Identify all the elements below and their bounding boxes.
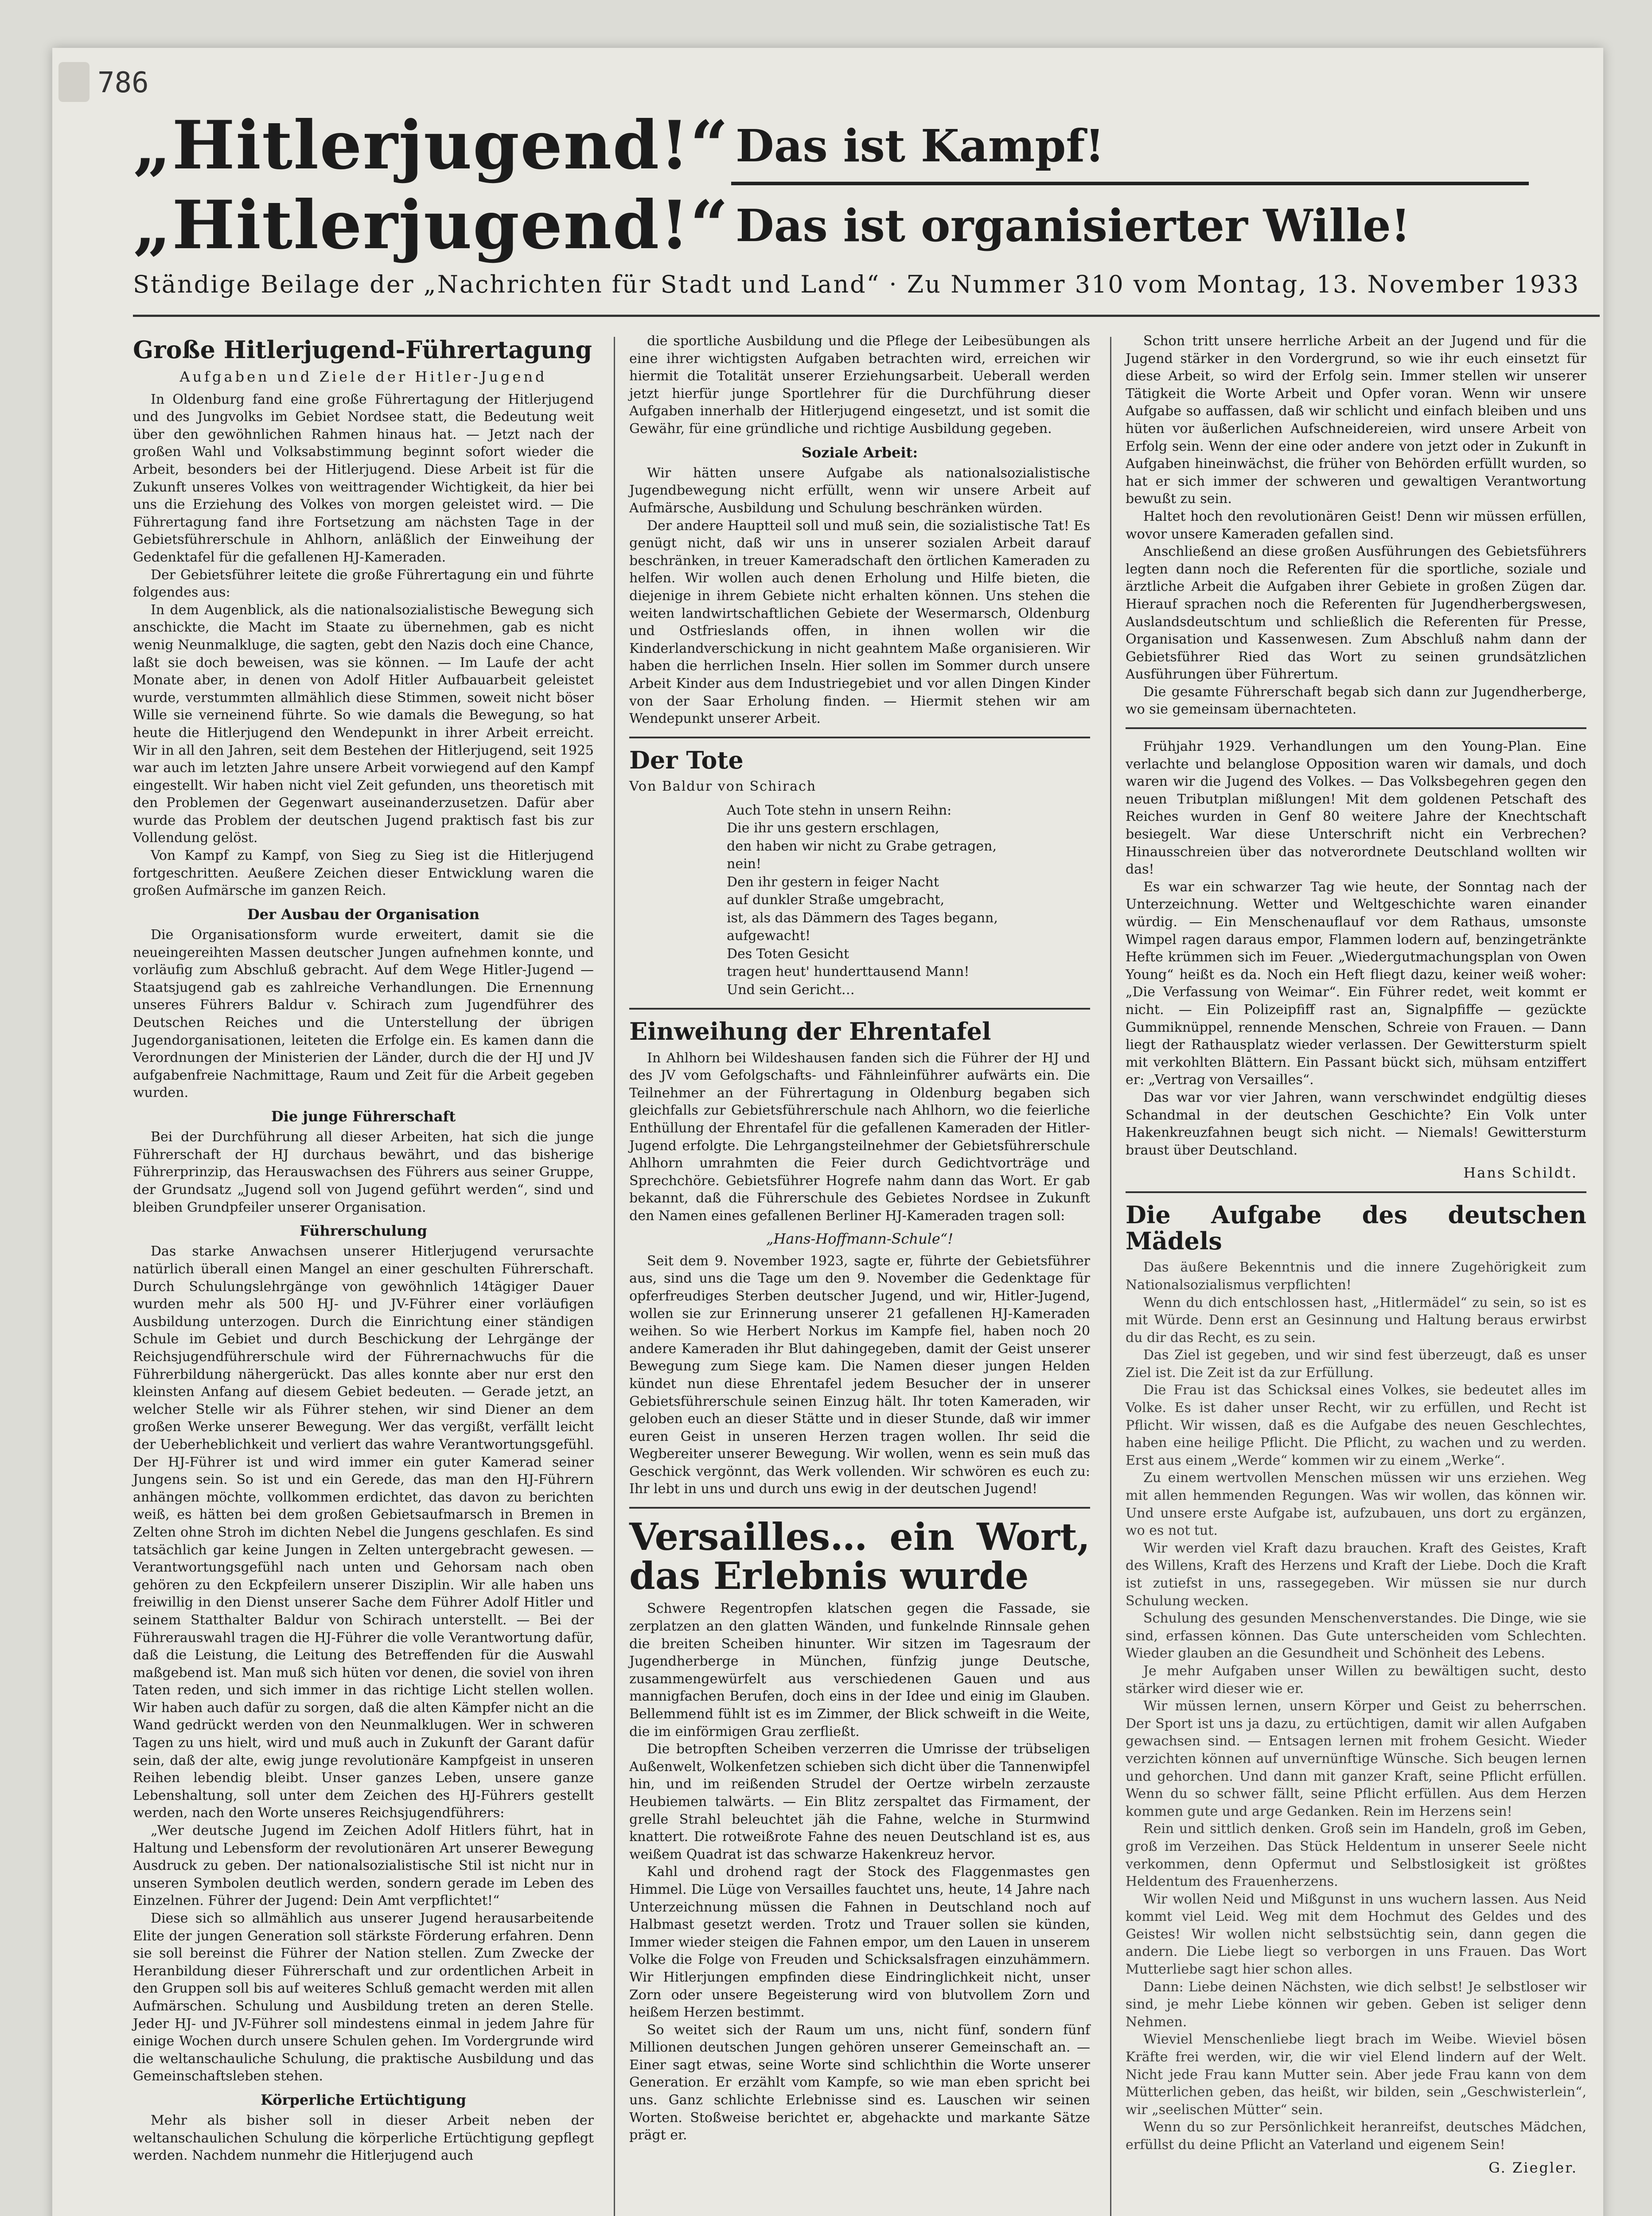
poem-line: den haben wir nicht zu Grabe getragen, — [727, 838, 997, 854]
signature: Hans Schildt. — [1463, 1164, 1578, 1182]
paragraph: Schon tritt unsere herrliche Arbeit an der Jugend und für die Jugend stärker in den Vordergrund, so wie ihr euch einsetzt für diese Arbeit, so wird der Erfolg sein. Immer stellen wir unserer Tätigkeit die Worte Arbeit und Opfer voran. Wenn wir unsere Aufgabe so auffassen, daß wir schlicht und einfach bleiben und uns hüten vor äußerlichen Aufschneidereien, wird unsere Arbeit von Erfolg sein. Wenn der eine oder andere von jetzt oder in Zukunft in Aufgaben hineinwächst, die früher von Behörden erfüllt wurden, so hat er sich immer der schweren und gewaltigen Verantwortung bewußt zu sein. — [1126, 333, 1586, 507]
column-3 — [1126, 332, 1586, 2216]
poem-line: Und sein Gericht… — [727, 982, 855, 998]
page-number: 786 — [97, 66, 149, 99]
paragraph: Haltet hoch den revolutionären Geist! Denn wir müssen erfüllen, wovor unsere Kameraden gefallen sind. — [1126, 508, 1586, 542]
masthead-slogan-2: Das ist organisierter Wille! — [736, 199, 1410, 252]
paragraph: Zu einem wertvollen Menschen müssen wir uns erziehen. Weg mit allen hemmenden Regungen. Was wir wollen, das können wir. Und unsere erste Aufgabe ist, aufzubauen, uns dort zu ergänzen, wo es not tut. — [1126, 1470, 1586, 1539]
paragraph: Von Kampf zu Kampf, von Sieg zu Sieg ist die Hitlerjugend fortgeschritten. Aeußere Zeichen dieser Entwicklung waren die großen Aufmärsche im ganzen Reich. — [133, 848, 594, 899]
paragraph: In Ahlhorn bei Wildeshausen fanden sich die Führer der HJ und des JV vom Gefolgschafts- und Fähnleinführer aufwärts ein. Die Teilnehmer an der Führertagung in Oldenburg begaben sich gleichfalls zur Gebietsführerschule nach Ahlhorn, wo die feierliche Enthüllung der Ehrentafel für die gefallenen Kameraden der Hitler-Jugend erfolgte. Die Lehrgangsteilnehmer der Gebietsführerschule Ahlhorn umrahmten die Feier durch Gedichtvorträge und Sprechchöre. Gebietsführer Hogrefe nahm dann das Wort. Er gab bekannt, daß die Führerschule des Gebietes Nordsee in Zukunft den Namen eines gefallenen Berliner HJ-Kameraden tragen soll: — [629, 1050, 1090, 1224]
column-rule — [614, 337, 615, 2216]
masthead-title-1: „Hitlerjugend!“ — [133, 106, 729, 184]
paragraph: Wieviel Menschenliebe liegt brach im Weibe. Wieviel bösen Kräfte frei werden, wir, die wir viel Elend lindern auf der Welt. Nicht jede Frau kann Mutter sein. Aber jede Frau kann von dem Mütterlichen geben, das heißt, wir bilden, sein „Geschwisterlein“, wir „seelischen Mütter“ sein. — [1126, 2032, 1586, 2118]
article-divider — [629, 1507, 1090, 1509]
column-1 — [133, 332, 594, 2216]
paragraph: Wir werden viel Kraft dazu brauchen. Kraft des Geistes, Kraft des Willens, Kraft des Herzens und Kraft der Liebe. Doch die Kraft ist zutiefst in uns, rassegegeben. Wir müssen sie nur durch Schulung wecken. — [1126, 1540, 1586, 1609]
article-divider — [629, 737, 1090, 738]
paragraph: Frühjahr 1929. Verhandlungen um den Young-Plan. Eine verlachte und belanglose Opposition waren wir damals, und doch waren wir die Jugend des Volkes. — Das Volksbegehren gegen den neuen Tributplan mißlungen! Mit dem goldenen Petschaft des Reiches wurden in Genf 80 weitere Jahre der Knechtschaft besiegelt. War diese Unterschrift nicht ein Verbrechen? Hinausschreien über das notverordnete Deutschland wollten wir das! — [1126, 739, 1586, 878]
article-title: Versailles… ein Wort, das Erlebnis wurde — [629, 1515, 1090, 1598]
paragraph: Wenn du dich entschlossen hast, „Hitlermädel“ zu sein, so ist es mit Würde. Denn erst an Gesinnung und Haltung beraus erwirbst du dir das Recht, es zu sein. — [1126, 1295, 1586, 1346]
paragraph: „Wer deutsche Jugend im Zeichen Adolf Hitlers führt, hat in Haltung und Lebensform der revolutionären Art unserer Bewegung Ausdruck zu geben. Der nationalsozialistische Stil ist nicht nur in unseren Symbolen deutlich werden, sondern gerade im Leben des Einzelnen. Führer der Jugend: Dein Amt verpflichtet!“ — [133, 1823, 594, 1909]
paragraph: So weitet sich der Raum um uns, nicht fünf, sondern fünf Millionen deutschen Jungen gehören unserer Gemeinschaft an. — Einer sagt etwas, seine Worte sind schlichthin die Worte unserer Generation. Er erzählt vom Kampfe, so wie man eben spricht bei uns. Ganz schlichte Erlebnisse sind es. Lauschen wir seinen Worten. Stoßweise berichtet er, abgehackte und markante Sätze prägt er. — [629, 2022, 1090, 2143]
paragraph: Mehr als bisher soll in dieser Arbeit neben der weltanschaulichen Schulung die körperliche Ertüchtigung gepflegt werden. Nachdem nunmehr die Hitlerjugend auch — [133, 2113, 594, 2164]
paragraph: Diese sich so allmählich aus unserer Jugend herausarbeitende Elite der jungen Generation soll stärkste Förderung erfahren. Denn sie soll bereinst die Führer der Nation stellen. Zum Zwecke der Heranbildung dieser Führerschaft und zur ordentlichen Arbeit in den Gruppen soll bis auf weiteres Schluß gemacht werden mit allen Aufmärschen. Schulung und Ausbildung treten an deren Stelle. Jeder HJ- und JV-Führer soll mindestens einmal in jedem Jahre für einige Wochen durch unsere Schulen gehen. Im Vordergrunde wird die weltanschauliche Schulung, die praktische Ausbildung und das Gemeinschaftsleben stehen. — [133, 1911, 594, 2084]
masthead-rule — [731, 182, 1529, 185]
paragraph: Seit dem 9. November 1923, sagte er, führte der Gebietsführer aus, sind uns die Tage um den 9. November die Gedenktage für opferfreudiges Sterben deutscher Jugend, und wir, Hitler-Jugend, wollen sie zur Erinnerung unserer 21 gefallenen HJ-Kameraden weihen. So wie Herbert Norkus im Kampfe fiel, haben noch 20 andere Kameraden ihr Blut dahingegeben, damit der Geist unserer Bewegung zum Siege kam. Die Namen dieser jungen Helden kündet nun diese Ehrentafel jedem Besucher der in unserer Gebietsführerschule seinen Einzug hält. Ihr toten Kameraden, wir geloben euch an dieser Stätte und in dieser Stunde, daß wir immer euren Geist in unseren Herzen tragen wollen. Ihr seid die Wegbereiter unserer Bewegung. Wir wollen, wenn es sein muß das Geschick vergönnt, das Werk vollenden. Wir schwören es euch zu: Ihr lebt in uns und durch uns ewig in der deutschen Jugend! — [629, 1253, 1090, 1497]
paragraph: Das äußere Bekenntnis und die innere Zugehörigkeit zum Nationalsozialismus verpflichten! — [1126, 1260, 1586, 1293]
paragraph: Wir hätten unsere Aufgabe als nationalsozialistische Jugendbewegung nicht erfüllt, wenn wir unsere Arbeit auf Aufmärsche, Ausbildung und Schulung beschränken würden. — [629, 465, 1090, 516]
poem-line: ist, als das Dämmern des Tages begann, — [727, 910, 998, 926]
paragraph: Der andere Hauptteil soll und muß sein, die sozialistische Tat! Es genügt nicht, daß wir uns in unserer sozialen Arbeit darauf beschränken, in treuer Kameradschaft den örtlichen Kameraden zu helfen. Wir wollen auch denen Erholung und Hilfe bieten, die diejenige in ihrem Gebiete nicht erhalten können. Uns stehen die weiten landwirtschaftlichen Gebiete der Wesermarsch, Oldenburg und Ostfrieslands offen, in ihnen wollen wir die Kinderlandverschickung in nicht geahntem Maße organisieren. Wir haben die herrlichen Inseln. Hier sollen im Sommer durch unsere Arbeit Kinder aus dem Industriegebiet und vor allen Dingen Kinder von der Saar Erholung finden. — Hiermit stehen wir am Wendepunkt unserer Arbeit. — [629, 518, 1090, 727]
paragraph: Rein und sittlich denken. Groß sein im Handeln, groß im Geben, groß im Verzeihen. Das Stück Heldentum in unserer Seele nicht verkommen, denn Opfermut und Selbstlosigkeit ist größtes Heldentum des Frauenherzens. — [1126, 1821, 1586, 1890]
poem-line: aufgewacht! — [727, 928, 811, 944]
poem-line: Auch Tote stehn in unsern Reihn: — [727, 802, 952, 818]
section-heading: Soziale Arbeit: — [801, 444, 918, 461]
column-rule — [1110, 337, 1111, 2216]
poem-line: Den ihr gestern in feiger Nacht — [727, 874, 939, 890]
poem-line: auf dunkler Straße umgebracht, — [727, 892, 945, 908]
article-author: Von Baldur von Schirach — [629, 779, 817, 795]
paragraph: Das starke Anwachsen unserer Hitlerjugend verursachte natürlich überall einen Mangel an einer geschulten Führerschaft. Durch Schulungslehrgänge von gewöhnlich 14tägiger Dauer wurden mehr als 500 HJ- und JV-Führer einer vorläufigen Ausbildung unterzogen. Durch die Einrichtung einer ständigen Schule im Gebiet und durch Beschickung der Lehrgänge der Reichsjugendführerschule wird der Führernachwuchs für die Führerbildung nähergerückt. Das alles konnte aber nur erst den kleinsten Anfang auf diesem Gebiet bedeuten. — Gerade jetzt, an welcher Stelle wir als Führer stehen, wir sind Diener an dem großen Werke unserer Bewegung. Wer das vergißt, verfällt leicht der Ueberheblichkeit und verliert das wahre Verantwortungsgefühl. Der HJ-Führer ist und wird immer ein guter Kamerad seiner Jungens sein. So ist und ein Gerede, das man den HJ-Führern anhängen möchte, vollkommen erdichtet, das davon zu berichten weiß, es hätten bei dem großen Gebietsaufmarsch in Bremen in Zelten ohne Stroh im dichten Nebel die Jungens geschlafen. Es sind tatsächlich gar keine Jungen in Zelten untergebracht gewesen. — Verantwortungsgefühl nach unten und Gehorsam nach oben gehören zu den Eckpfeilern unserer Disziplin. Wir alle haben uns freiwillig in den Dienst unserer Sache dem Führer Adolf Hitler und seinem Statthalter Baldur von Schirach unterstellt. — Bei der Führerauswahl tragen die HJ-Führer die volle Verantwortung dafür, daß die Leistung, die Leitung des Betreffenden für die Auswahl maßgebend ist. Man muß sich hüten vor denen, die soviel von ihren Taten reden, und sich immer in das richtige Licht stellen wollen. Wir haben auch dafür zu sorgen, daß die alten Kämpfer nicht an die Wand gedrückt werden von den Neunmalklugen. Wer in schweren Tagen zu uns hielt, wird und muß auch in Zukunft der Garant dafür sein, daß der alte, ewig junge revolutionäre Kampfgeist in unseren Reihen lebendig bleibt. Unser ganzes Leben, unsere ganze Lebenshaltung, soll unter dem Zeichen des HJ-Führers gestellt werden, nach den Worte unseres Reichsjugendführers: — [133, 1244, 594, 1821]
paragraph: Wir wollen Neid und Mißgunst in uns wuchern lassen. Aus Neid kommt viel Leid. Weg mit dem Hochmut des Geldes und des Geistes! Wir wollen nicht selbstsüchtig sein, dann gegen die andern. Die Liebe liegt so verborgen in uns Frauen. Das Wort Mutterliebe sagt hier schon alles. — [1126, 1891, 1586, 1978]
quote: „Hans-Hoffmann-Schule“! — [766, 1230, 954, 1247]
paragraph: Dann: Liebe deinen Nächsten, wie dich selbst! Je selbstloser wir sind, je mehr Liebe können wir geben. Geben ist seliger denn Nehmen. — [1126, 1979, 1586, 2030]
paragraph: Bei der Durchführung all dieser Arbeiten, hat sich die junge Führerschaft der HJ durchaus bewährt, und das bisherige Führerprinzip, das Herauswachsen des Führers aus seiner Gruppe, der Grundsatz „Jugend soll von Jugend geführt werden“, sind und bleiben Grundpfeiler unserer Organisation. — [133, 1129, 594, 1215]
paragraph: Wir müssen lernen, unsern Körper und Geist zu beherrschen. Der Sport ist uns ja dazu, zu ertüchtigen, damit wir allen Aufgaben gewachsen sind. — Entsagen lernen mit frohem Gesicht. Wieder verzichten können auf unvernünftige Wünsche. Sich beugen lernen und gehorchen. Und dann mit ganzer Kraft, seine Pflicht erfüllen. Wenn du so schwer fällt, seine Pflicht erfüllen. Aus dem Herzen kommen gute und arge Gedanken. Rein im Herzens sein! — [1126, 1698, 1586, 1819]
article-divider — [629, 1008, 1090, 1010]
paragraph: Die Frau ist das Schicksal eines Volkes, sie bedeutet alles im Volke. Es ist daher unser Recht, wir zu erfüllen, und Recht ist Pflicht. Wir wissen, daß es die Aufgabe des neuen Geschlechtes, haben eine heilige Pflicht. Die Pflicht, zu wachen und zu werden. Erst aus einem „Werde“ kommen wir zu einem „Werke“. — [1126, 1382, 1586, 1468]
article-title: Die Aufgabe des deutschen Mädels — [1126, 1200, 1586, 1255]
section-heading: Körperliche Ertüchtigung — [261, 2091, 466, 2108]
article-divider — [1126, 1191, 1586, 1193]
article-title: Große Hitlerjugend-Führertagung — [133, 336, 592, 364]
archive-stamp — [58, 62, 90, 102]
paragraph: Wenn du so zur Persönlichkeit heranreifst, deutsches Mädchen, erfüllst du deine Pflicht an Vaterland und eigenem Sein! — [1126, 2119, 1586, 2153]
masthead-slogan-1: Das ist Kampf! — [736, 120, 1105, 172]
column-2 — [629, 332, 1090, 2216]
paragraph: Schwere Regentropfen klatschen gegen die Fassade, sie zerplatzen an den glatten Wänden, und funkelnde Rinnsale gehen die breiten Scheiben hinunter. Wir sitzen im Tagesraum der Jugendherberge in München, fünfzig junge Deutsche, zusammengewürfelt aus verschiedenen Gauen und aus mannigfachen Berufen, doch eins in der Idee und einig im Glauben. Bellemmend fühlt ist es im Zimmer, der Blick schweift in die Weite, die im einförmigen Grau zerfließt. — [629, 1601, 1090, 1740]
poem-line: nein! — [727, 856, 762, 872]
poem-line: tragen heut' hunderttausend Mann! — [727, 964, 970, 980]
paragraph: Die betropften Scheiben verzerren die Umrisse der trübseligen Außenwelt, Wolkenfetzen schieben sich dicht über die Tannenwipfel hin, und im reißenden Strudel der Oertze wirbeln zerzauste Heubiemen talwärts. — Ein Blitz zerspaltet das Firmament, der grelle Strahl beleuchtet jäh die Fahne, welche in Sturmwind knattert. Die rotweißrote Fahne des neuen Deutschland ist es, aus weißem Quadrat ist das schwarze Hakenkreuz hervor. — [629, 1741, 1090, 1862]
masthead-divider — [133, 315, 1600, 317]
poem — [727, 802, 1090, 999]
article-title: Der Tote — [629, 745, 744, 774]
section-heading: Die junge Führerschaft — [271, 1108, 456, 1125]
paragraph: Das Ziel ist gegeben, und wir sind fest überzeugt, daß es unser Ziel ist. Die Zeit ist da zur Erfüllung. — [1126, 1347, 1586, 1381]
masthead-title-2: „Hitlerjugend!“ — [133, 186, 729, 264]
paragraph: Schulung des gesunden Menschenverstandes. Die Dinge, wie sie sind, erfassen können. Das Gute unterscheiden vom Schlechten. Wieder glauben an die Gesundheit und Schönheit des Lebens. — [1126, 1611, 1586, 1662]
article-title: Einweihung der Ehrentafel — [629, 1017, 991, 1046]
article-subtitle: Aufgaben und Ziele der Hitler-Jugend — [179, 368, 547, 386]
paragraph: Die Organisationsform wurde erweitert, damit sie die neueingereihten Massen deutscher Jungen aufnehmen konnte, und vorläufig zum Abschluß gebracht. Auf dem Wege Hitler-Jugend — Staatsjugend gab es zahlreiche Verhandlungen. Die Ernennung unseres Führers Baldur v. Schirach zum Jugendführer des Deutschen Reiches und die Unterstellung der übrigen Jugendorganisationen, leiteten die Erfolge ein. Es kamen dann die Verordnungen der Ministerien der Länder, durch die der HJ und JV aufgabenfreie Nachmittage, Raum und Zeit für die Arbeit gegeben wurden. — [133, 927, 594, 1101]
section-heading: Führerschulung — [300, 1222, 427, 1240]
poem-line: Die ihr uns gestern erschlagen, — [727, 820, 939, 836]
masthead — [133, 106, 1410, 264]
section-heading: Der Ausbau der Organisation — [247, 905, 480, 923]
paragraph: die sportliche Ausbildung und die Pflege der Leibesübungen als eine ihrer wichtigsten Aufgaben betrachten wird, erreichen wir hiermit die Totalität unserer Erziehungsarbeit. Ueberall werden jetzt hierfür junge Sportlehrer für die Durchführung dieser Aufgaben innerhalb der Hitlerjugend eingesetzt, und ist somit die Gewähr, für eine gründliche und richtige Ausbildung gegeben. — [629, 333, 1090, 437]
paragraph: Je mehr Aufgaben unser Willen zu bewältigen sucht, desto stärker wird dieser wie er. — [1126, 1663, 1586, 1697]
paragraph: Kahl und drohend ragt der Stock des Flaggenmastes gen Himmel. Die Lüge von Versailles fauchtet uns, heute, 14 Jahre nach Unterzeichnung müssen die Fahnen in Deutschland noch auf Halbmast gesetzt werden. Trotz und Trauer sollen sie künden, Immer wieder steigen die Fahnen empor, um den Lauen in unserem Volke die Folge von Freuden und Schicksalsfragen einzuhämmern. Wir Hitlerjungen empfinden diese Eindringlichkeit nicht, unser Zorn oder unsere Begeisterung wird von blutvollem Zorn und heißem Herzen bestimmt. — [629, 1864, 1090, 2021]
paragraph: In dem Augenblick, als die nationalsozialistische Bewegung sich anschickte, die Macht im Staate zu übernehmen, gab es nicht wenig Neunmalkluge, die sagten, gebt den Nazis doch eine Chance, laßt sie doch beweisen, was sie können. — Im Laufe der acht Monate aber, in denen von Adolf Hitler Aufbauarbeit geleistet wurde, verstummten allmählich diese Stimmen, soweit nicht böser Wille sie verneinend führte. So wie damals die Bewegung, so hat heute die Hitlerjugend den Wendepunkt in ihrer Arbeit erreicht. Wir in all den Jahren, seit dem Bestehen der Hitlerjugend, seit 1925 war auch im letzten Jahre unsere Arbeit vorwiegend auf den Kampf eingestellt. Wir haben nicht viel Zeit gefunden, uns theoretisch mit den Problemen der Gegenwart auseinanderzusetzen. Dafür aber wurde das Problem der deutschen Jugend praktisch fast bis zur Vollendung gelöst. — [133, 602, 594, 846]
paragraph: In Oldenburg fand eine große Führertagung der Hitlerjugend und des Jungvolks im Gebiet Nordsee statt, die Bedeutung weit über den gewöhnlichen Rahmen hinaus hat. — Jetzt nach der großen Wahl und Volksabstimmung beginnt sofort wieder die Arbeit, besonders bei der Hitlerjugend. Diese Arbeit ist für die Zukunft unseres Volkes von weittragender Wichtigkeit, da hier bei uns die Erziehung des Volkes von morgen geleistet wird. — Die Führertagung fand ihre Fortsetzung am nächsten Tage in der Gebietsführerschule in Ahlhorn, anläßlich der Einweihung der Gedenktafel für die gefallenen HJ-Kameraden. — [133, 391, 594, 565]
paragraph: Anschließend an diese großen Ausführungen des Gebietsführers legten dann noch die Referenten für die sportliche, soziale und ärztliche Arbeit die Aufgaben ihrer Gebiete in großen Zügen dar. Hierauf sprachen noch die Referenten für Jugendherbergswesen, Auslandsdeutschtum und schließlich die Referenten für Presse, Organisation und Kassenwesen. Zum Abschluß nahm dann der Gebietsführer Ried das Wort zu seinen grundsätzlichen Ausführungen über Führertum. — [1126, 544, 1586, 683]
paragraph: Das war vor vier Jahren, wann verschwindet endgültig dieses Schandmal in der deutschen Geschichte? Ein Volk unter Hakenkreuzfahnen beugt sich nicht. — Niemals! Gewittersturm braust über Deutschland. — [1126, 1089, 1586, 1158]
paragraph: Die gesamte Führerschaft begab sich dann zur Jugendherberge, wo sie gemeinsam übernachteten. — [1126, 684, 1586, 718]
article-divider — [1126, 727, 1586, 729]
signature: G. Ziegler. — [1488, 2159, 1578, 2176]
poem-line: Des Toten Gesicht — [727, 946, 849, 962]
paragraph: Der Gebietsführer leitete die große Führertagung ein und führte folgendes aus: — [133, 567, 594, 601]
paragraph: Es war ein schwarzer Tag wie heute, der Sonntag nach der Unterzeichnung. Wetter und Weltgeschichte waren einander würdig. — Ein Menschenauflauf vor dem Rathaus, umsonste Wimpel ragen daraus empor, Flammen lodern auf, benzingetränkte Hefte krümmen sich im Feuer. „Wiedergutmachungsplan von Owen Young“ heißt es da. Noch ein Heft fliegt dazu, keiner weiß woher: „Die Verfassung von Weimar“. Ein Führer redet, weit kommt er nicht. — Ein Polizeipfiff rast an, Signalpfiffe — gezückte Gummiknüppel, rennende Menschen, Schreie von Frauen. — Dann liegt der Rathausplatz wieder verlassen. Der Gewittersturm spielt mit verkohlten Blättern. Ein Passant bückt sich, mühsam entziffert er: „Vertrag von Versailles“. — [1126, 879, 1586, 1088]
masthead-subline: Ständige Beilage der „Nachrichten für Stadt und Land“ · Zu Nummer 310 vom Montag, 13. November 1933 — [133, 270, 1580, 298]
